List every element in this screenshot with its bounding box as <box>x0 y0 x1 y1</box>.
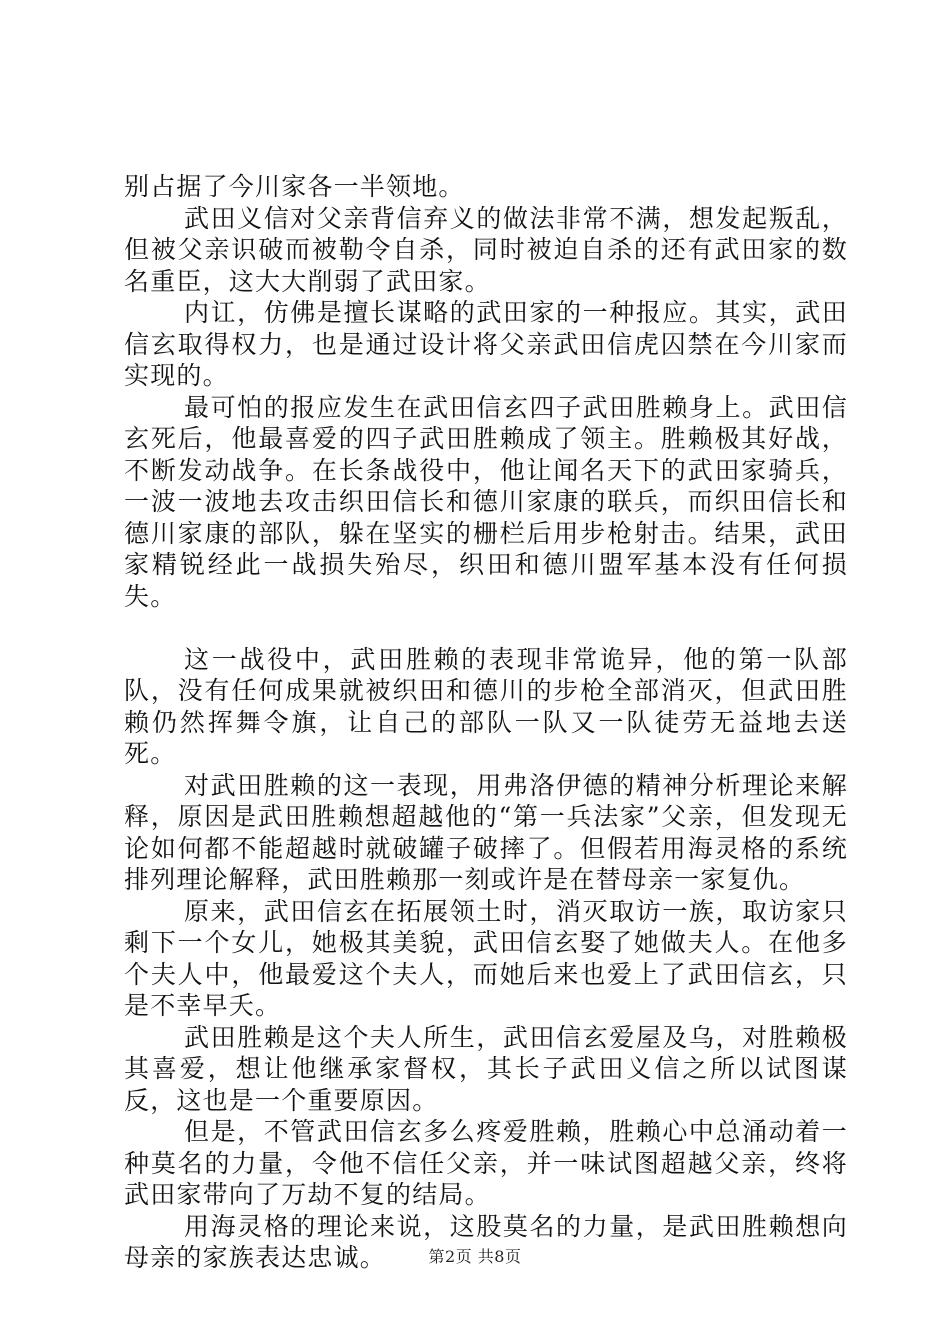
paragraph: 用海灵格的理论来说，这股莫名的力量，是武田胜赖想向母亲的家族表达忠诚。 <box>124 1211 848 1272</box>
paragraph: 武田胜赖是这个夫人所生，武田信玄爱屋及乌，对胜赖极其喜爱，想让他继承家督权，其长子武田义信之所以试图谋反，这也是一个重要原因。 <box>124 1022 848 1115</box>
paragraph: 内讧，仿佛是擅长谋略的武田家的一种报应。其实，武田信玄取得权力，也是通过设计将父亲武田信虎囚禁在今川家而实现的。 <box>124 298 848 390</box>
paragraph: 但是，不管武田信玄多么疼爱胜赖，胜赖心中总涌动着一种莫名的力量，令他不信任父亲，并一味试图超越父亲，终将武田家带向了万劫不复的结局。 <box>124 1117 848 1209</box>
paragraph: 最可怕的报应发生在武田信玄四子武田胜赖身上。武田信玄死后，他最喜爱的四子武田胜赖成了领主。胜赖极其好战，不断发动战争。在长条战役中，他让闻名天下的武田家骑兵，一波一波地去攻击织田信长和德川家康的联兵，而织田信长和德川家康的部队，躲在坚实的栅栏后用步枪射击。结果，武田家精锐经此一战损失殆尽，织田和德川盟军基本没有任何损失。 <box>124 392 848 611</box>
paragraph: 武田义信对父亲背信弃义的做法非常不满，想发起叛乱，但被父亲识破而被勒令自杀，同时被迫自杀的还有武田家的数名重臣，这大大削弱了武田家。 <box>124 203 848 296</box>
page-number-footer: 第2页 共8页 <box>428 1247 522 1266</box>
paragraph-continuation: 别占据了今川家各一半领地。 <box>124 172 465 201</box>
paragraph: 对武田胜赖的这一表现，用弗洛伊德的精神分析理论来解释，原因是武田胜赖想超越他的“第一兵法家”父亲，但发现无论如何都不能超越时就破罐子破摔了。但假若用海灵格的系统排列理论解释，武田胜赖那一刻或许是在替母亲一家复仇。 <box>124 770 848 894</box>
document-body <box>124 171 848 1274</box>
paragraph: 原来，武田信玄在拓展领土时，消灭取访一族，取访家只剩下一个女儿，她极其美貌，武田信玄娶了她做夫人。在他多个夫人中，他最爱这个夫人，而她后来也爱上了武田信玄，只是不幸早夭。 <box>124 896 848 1020</box>
paragraph: 这一战役中，武田胜赖的表现非常诡异，他的第一队部队，没有任何成果就被织田和德川的步枪全部消灭，但武田胜赖仍然挥舞令旗，让自己的部队一队又一队徒劳无益地去送死。 <box>124 644 848 768</box>
